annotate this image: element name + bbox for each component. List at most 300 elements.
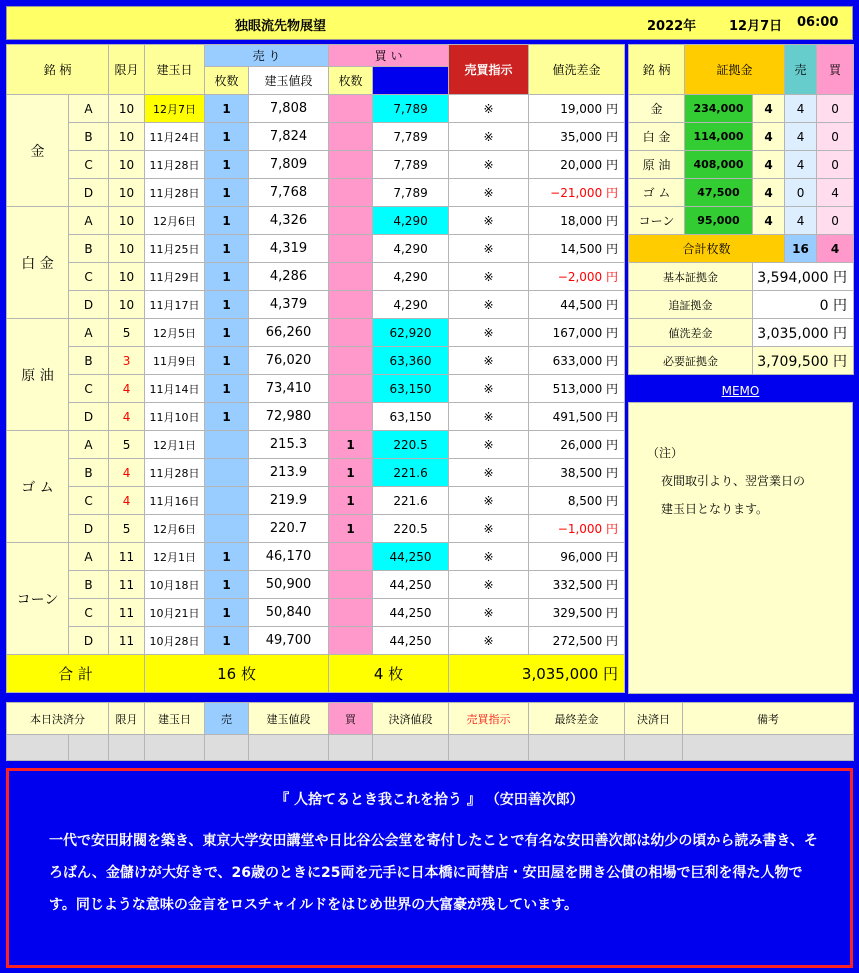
- tategyokubi-cell: 12月1日: [145, 543, 205, 571]
- margin-amount: 114,000: [685, 123, 753, 151]
- tategyokubi-cell: 12月7日: [145, 95, 205, 123]
- memo-link[interactable]: MEMO: [721, 384, 760, 398]
- tate-nedan-cell: 73,410: [249, 375, 329, 403]
- gengetsu-cell: 10: [109, 95, 145, 123]
- page-title: 独眼流先物展望: [235, 19, 327, 34]
- kai-maisu-cell: 1: [329, 515, 373, 543]
- settle-empty-cell: [373, 735, 449, 761]
- kai-maisu-cell: 1: [329, 459, 373, 487]
- baibai-shiji-cell: ※: [449, 459, 529, 487]
- nearai-sakin-cell: −21,000 円: [529, 179, 625, 207]
- nearai-sakin-cell: 20,000 円: [529, 151, 625, 179]
- owarine-cell: 4,290: [373, 235, 449, 263]
- owarine-cell: 221.6: [373, 459, 449, 487]
- nearai-sakin-cell: 332,500 円: [529, 571, 625, 599]
- baibai-shiji-cell: ※: [449, 431, 529, 459]
- contract-key: D: [69, 515, 109, 543]
- margin-summary-row: [629, 319, 854, 347]
- table-row: [7, 375, 625, 403]
- group-name: 原 油: [7, 319, 69, 431]
- header-nearai-sakin: 値洗差金: [529, 45, 625, 95]
- kai-maisu-cell: [329, 95, 373, 123]
- owarine-cell: 7,789: [373, 95, 449, 123]
- settle-header-2: 建玉日: [145, 703, 205, 735]
- nearai-sakin-cell: 8,500 円: [529, 487, 625, 515]
- side-header-meigara: 銘 柄: [629, 45, 685, 95]
- settle-empty-cell: [109, 735, 145, 761]
- uri-maisu-cell: 1: [205, 263, 249, 291]
- tategyokubi-cell: 12月6日: [145, 207, 205, 235]
- table-row: [7, 459, 625, 487]
- margin-table: [628, 44, 854, 375]
- contract-key: A: [69, 207, 109, 235]
- tategyokubi-cell: 11月10日: [145, 403, 205, 431]
- tategyokubi-cell: 11月9日: [145, 347, 205, 375]
- baibai-shiji-cell: ※: [449, 599, 529, 627]
- contract-key: C: [69, 263, 109, 291]
- settle-header-8: 最終差金: [529, 703, 625, 735]
- header-kai-maisu: 枚数: [329, 67, 373, 95]
- uri-maisu-cell: 1: [205, 151, 249, 179]
- margin-uri: 4: [785, 95, 817, 123]
- owarine-cell: 7,789: [373, 151, 449, 179]
- quote-title: 『 人捨てるとき我これを拾う 』 （安田善次郎）: [275, 792, 584, 808]
- settle-header-9: 決済日: [625, 703, 683, 735]
- settle-header-3: 売: [205, 703, 249, 735]
- owarine-cell: 7,789: [373, 179, 449, 207]
- baibai-shiji-cell: ※: [449, 543, 529, 571]
- baibai-shiji-cell: ※: [449, 319, 529, 347]
- owarine-cell: 63,360: [373, 347, 449, 375]
- gengetsu-cell: 11: [109, 627, 145, 655]
- total-kai: 4 枚: [329, 655, 449, 693]
- gengetsu-cell: 3: [109, 347, 145, 375]
- margin-row: [629, 151, 854, 179]
- baibai-shiji-cell: ※: [449, 375, 529, 403]
- tategyokubi-cell: 11月28日: [145, 179, 205, 207]
- owarine-cell: 63,150: [373, 375, 449, 403]
- table-row: [7, 403, 625, 431]
- uri-maisu-cell: 1: [205, 207, 249, 235]
- table-row: [7, 431, 625, 459]
- owarine-cell: 62,920: [373, 319, 449, 347]
- nearai-sakin-cell: 38,500 円: [529, 459, 625, 487]
- margin-kai: 0: [817, 95, 854, 123]
- uri-maisu-cell: [205, 487, 249, 515]
- table-row: [7, 599, 625, 627]
- gengetsu-cell: 5: [109, 431, 145, 459]
- baibai-shiji-cell: ※: [449, 95, 529, 123]
- tate-nedan-cell: 4,379: [249, 291, 329, 319]
- margin-name: コーン: [629, 207, 685, 235]
- gengetsu-cell: 10: [109, 235, 145, 263]
- table-row: [7, 263, 625, 291]
- contract-key: D: [69, 291, 109, 319]
- gengetsu-cell: 11: [109, 599, 145, 627]
- table-row: [7, 179, 625, 207]
- margin-name: 金: [629, 95, 685, 123]
- uri-maisu-cell: 1: [205, 179, 249, 207]
- owarine-cell: 44,250: [373, 627, 449, 655]
- kai-maisu-cell: 1: [329, 487, 373, 515]
- contract-key: A: [69, 319, 109, 347]
- baibai-shiji-cell: ※: [449, 291, 529, 319]
- tategyokubi-cell: 10月18日: [145, 571, 205, 599]
- nearai-sakin-cell: 14,500 円: [529, 235, 625, 263]
- table-row: [7, 235, 625, 263]
- gengetsu-cell: 10: [109, 263, 145, 291]
- tate-nedan-cell: 4,286: [249, 263, 329, 291]
- baibai-shiji-cell: ※: [449, 487, 529, 515]
- tate-nedan-cell: 76,020: [249, 347, 329, 375]
- tategyokubi-cell: 11月16日: [145, 487, 205, 515]
- gengetsu-cell: 5: [109, 515, 145, 543]
- baibai-shiji-cell: ※: [449, 571, 529, 599]
- tate-nedan-cell: 72,980: [249, 403, 329, 431]
- uri-maisu-cell: 1: [205, 375, 249, 403]
- owarine-cell: 4,290: [373, 291, 449, 319]
- margin-uri: 4: [785, 207, 817, 235]
- margin-kai: 0: [817, 207, 854, 235]
- margin-amount: 234,000: [685, 95, 753, 123]
- quote-body: 一代で安田財閥を築き、東京大学安田講堂や日比谷公会堂を寄付したことで有名な安田善次郎は幼少の頃から読み書き、そろばん、金儲けが大好きで、26歳のときに25両を元手に日本橋に両替店・安田屋を開き公債の相場で巨利を得た人物です。同じような意味の金言をロスチャイルドをはじめ世界の大富豪が残しています。: [49, 833, 818, 913]
- contract-key: A: [69, 95, 109, 123]
- header-kai: 買 い: [329, 45, 449, 67]
- nearai-sakin-cell: 35,000 円: [529, 123, 625, 151]
- tategyokubi-cell: 11月28日: [145, 459, 205, 487]
- tate-nedan-cell: 213.9: [249, 459, 329, 487]
- tategyokubi-cell: 11月14日: [145, 375, 205, 403]
- header-uri-maisu: 枚数: [205, 67, 249, 95]
- kai-maisu-cell: [329, 571, 373, 599]
- table-row: [7, 347, 625, 375]
- uri-maisu-cell: 1: [205, 123, 249, 151]
- side-header-shokokin: 証拠金: [685, 45, 785, 95]
- summary-value: 3,035,000 円: [753, 319, 854, 347]
- nearai-sakin-cell: 491,500 円: [529, 403, 625, 431]
- contract-key: B: [69, 571, 109, 599]
- settle-header-10: 備考: [683, 703, 854, 735]
- margin-row: [629, 95, 854, 123]
- tate-nedan-cell: 4,326: [249, 207, 329, 235]
- side-header-kai: 買: [817, 45, 854, 95]
- uri-maisu-cell: 1: [205, 403, 249, 431]
- settle-empty-cell: [7, 735, 69, 761]
- title-bar: [6, 6, 853, 40]
- uri-maisu-cell: 1: [205, 627, 249, 655]
- kai-maisu-cell: [329, 123, 373, 151]
- tategyokubi-cell: 12月6日: [145, 515, 205, 543]
- header-tategyokubi: 建玉日: [145, 45, 205, 95]
- gengetsu-cell: 5: [109, 319, 145, 347]
- settle-empty-cell: [683, 735, 854, 761]
- header-tate-nedan: 建玉値段: [249, 67, 329, 95]
- uri-maisu-cell: 1: [205, 319, 249, 347]
- tate-nedan-cell: 49,700: [249, 627, 329, 655]
- settle-header-5: 買: [329, 703, 373, 735]
- header-uri: 売 り: [205, 45, 329, 67]
- kai-maisu-cell: 1: [329, 431, 373, 459]
- tategyokubi-cell: 11月29日: [145, 263, 205, 291]
- nearai-sakin-cell: 96,000 円: [529, 543, 625, 571]
- baibai-shiji-cell: ※: [449, 403, 529, 431]
- tate-nedan-cell: 7,824: [249, 123, 329, 151]
- margin-kai: 0: [817, 123, 854, 151]
- total-label: 合 計: [7, 655, 145, 693]
- contract-key: A: [69, 431, 109, 459]
- baibai-shiji-cell: ※: [449, 179, 529, 207]
- total-uri: 16 枚: [145, 655, 329, 693]
- summary-value: 0 円: [753, 291, 854, 319]
- gengetsu-cell: 10: [109, 207, 145, 235]
- uri-maisu-cell: 1: [205, 235, 249, 263]
- margin-name: ゴ ム: [629, 179, 685, 207]
- contract-key: C: [69, 599, 109, 627]
- tate-nedan-cell: 4,319: [249, 235, 329, 263]
- settle-header-6: 決済値段: [373, 703, 449, 735]
- tate-nedan-cell: 7,809: [249, 151, 329, 179]
- settle-header-1: 限月: [109, 703, 145, 735]
- uri-maisu-cell: 1: [205, 347, 249, 375]
- tategyokubi-cell: 11月24日: [145, 123, 205, 151]
- owarine-cell: 4,290: [373, 207, 449, 235]
- quote-box: [6, 768, 853, 968]
- header-gengetsu: 限月: [109, 45, 145, 95]
- tate-nedan-cell: 7,808: [249, 95, 329, 123]
- baibai-shiji-cell: ※: [449, 347, 529, 375]
- kai-maisu-cell: [329, 291, 373, 319]
- baibai-shiji-cell: ※: [449, 627, 529, 655]
- margin-row: [629, 207, 854, 235]
- summary-label: 必要証拠金: [629, 347, 753, 375]
- nearai-sakin-cell: −1,000 円: [529, 515, 625, 543]
- gengetsu-cell: 10: [109, 179, 145, 207]
- tategyokubi-cell: 10月28日: [145, 627, 205, 655]
- kai-maisu-cell: [329, 627, 373, 655]
- table-row: [7, 515, 625, 543]
- table-row: [7, 319, 625, 347]
- summary-value: 3,709,500 円: [753, 347, 854, 375]
- positions-table: [6, 44, 625, 693]
- summary-label: 値洗差金: [629, 319, 753, 347]
- margin-uri: 4: [785, 151, 817, 179]
- tate-nedan-cell: 7,768: [249, 179, 329, 207]
- kai-maisu-cell: [329, 403, 373, 431]
- kai-maisu-cell: [329, 235, 373, 263]
- nearai-sakin-cell: 329,500 円: [529, 599, 625, 627]
- tate-nedan-cell: 46,170: [249, 543, 329, 571]
- settle-empty-cell: [625, 735, 683, 761]
- tategyokubi-cell: 10月21日: [145, 599, 205, 627]
- margin-kai: 4: [817, 179, 854, 207]
- table-row: [7, 207, 625, 235]
- kai-maisu-cell: [329, 599, 373, 627]
- gengetsu-cell: 11: [109, 543, 145, 571]
- margin-row: [629, 123, 854, 151]
- contract-key: B: [69, 459, 109, 487]
- uri-maisu-cell: 1: [205, 291, 249, 319]
- margin-mult: 4: [753, 123, 785, 151]
- owarine-cell: 220.5: [373, 431, 449, 459]
- tate-nedan-cell: 66,260: [249, 319, 329, 347]
- tate-nedan-cell: 219.9: [249, 487, 329, 515]
- kai-maisu-cell: [329, 179, 373, 207]
- side-total-uri: 16: [785, 235, 817, 263]
- header-year: 2022年: [647, 19, 697, 34]
- table-row: [7, 543, 625, 571]
- table-row: [7, 95, 625, 123]
- owarine-cell: 220.5: [373, 515, 449, 543]
- memo-line-1: 夜間取引より、翌営業日の: [661, 474, 806, 488]
- group-name: ゴ ム: [7, 431, 69, 543]
- uri-maisu-cell: [205, 459, 249, 487]
- table-row: [7, 123, 625, 151]
- settle-empty-cell: [249, 735, 329, 761]
- side-total-kai: 4: [817, 235, 854, 263]
- margin-summary-row: [629, 291, 854, 319]
- settle-empty-cell: [69, 735, 109, 761]
- kai-maisu-cell: [329, 347, 373, 375]
- kai-maisu-cell: [329, 263, 373, 291]
- nearai-sakin-cell: 513,000 円: [529, 375, 625, 403]
- gengetsu-cell: 10: [109, 291, 145, 319]
- margin-mult: 4: [753, 151, 785, 179]
- baibai-shiji-cell: ※: [449, 151, 529, 179]
- margin-summary-row: [629, 347, 854, 375]
- table-row: [7, 627, 625, 655]
- margin-amount: 95,000: [685, 207, 753, 235]
- group-name: コーン: [7, 543, 69, 655]
- table-row: [7, 151, 625, 179]
- gengetsu-cell: 4: [109, 459, 145, 487]
- owarine-cell: 221.6: [373, 487, 449, 515]
- settle-empty-cell: [529, 735, 625, 761]
- tategyokubi-cell: 11月25日: [145, 235, 205, 263]
- kai-maisu-cell: [329, 375, 373, 403]
- margin-name: 白 金: [629, 123, 685, 151]
- baibai-shiji-cell: ※: [449, 207, 529, 235]
- margin-amount: 47,500: [685, 179, 753, 207]
- uri-maisu-cell: [205, 515, 249, 543]
- margin-mult: 4: [753, 179, 785, 207]
- settlement-table: [6, 702, 854, 761]
- nearai-sakin-cell: 26,000 円: [529, 431, 625, 459]
- contract-key: A: [69, 543, 109, 571]
- tate-nedan-cell: 50,840: [249, 599, 329, 627]
- owarine-cell: 44,250: [373, 599, 449, 627]
- baibai-shiji-button[interactable]: 売買指示: [449, 45, 529, 95]
- margin-summary-row: [629, 263, 854, 291]
- nearai-sakin-cell: 19,000 円: [529, 95, 625, 123]
- baibai-shiji-cell: ※: [449, 235, 529, 263]
- margin-mult: 4: [753, 95, 785, 123]
- uri-maisu-cell: [205, 431, 249, 459]
- nearai-sakin-cell: 633,000 円: [529, 347, 625, 375]
- margin-amount: 408,000: [685, 151, 753, 179]
- contract-key: B: [69, 235, 109, 263]
- contract-key: B: [69, 123, 109, 151]
- settle-empty-cell: [145, 735, 205, 761]
- header-time: 06:00: [797, 15, 839, 30]
- gengetsu-cell: 11: [109, 571, 145, 599]
- tategyokubi-cell: 12月1日: [145, 431, 205, 459]
- header-meigara: 銘 柄: [7, 45, 109, 95]
- gengetsu-cell: 4: [109, 487, 145, 515]
- kai-maisu-cell: [329, 207, 373, 235]
- contract-key: D: [69, 403, 109, 431]
- nearai-sakin-cell: 272,500 円: [529, 627, 625, 655]
- tate-nedan-cell: 215.3: [249, 431, 329, 459]
- group-name: 白 金: [7, 207, 69, 319]
- settle-header-4: 建玉値段: [249, 703, 329, 735]
- baibai-shiji-cell: ※: [449, 123, 529, 151]
- header-date: 12月7日: [729, 19, 783, 34]
- margin-row: [629, 179, 854, 207]
- nearai-sakin-cell: 167,000 円: [529, 319, 625, 347]
- side-total-label: 合計枚数: [629, 235, 785, 263]
- nearai-sakin-cell: 44,500 円: [529, 291, 625, 319]
- contract-key: C: [69, 151, 109, 179]
- tategyokubi-cell: 12月5日: [145, 319, 205, 347]
- margin-mult: 4: [753, 207, 785, 235]
- settle-empty-cell: [449, 735, 529, 761]
- margin-uri: 0: [785, 179, 817, 207]
- nearai-sakin-cell: −2,000 円: [529, 263, 625, 291]
- owarine-cell: 7,789: [373, 123, 449, 151]
- table-row: [7, 571, 625, 599]
- group-name: 金: [7, 95, 69, 207]
- owarine-cell: 63,150: [373, 403, 449, 431]
- summary-label: 基本証拠金: [629, 263, 753, 291]
- tategyokubi-cell: 11月28日: [145, 151, 205, 179]
- memo-note: （注）: [647, 446, 684, 460]
- baibai-shiji-cell: ※: [449, 263, 529, 291]
- baibai-shiji-cell: ※: [449, 515, 529, 543]
- settle-empty-cell: [329, 735, 373, 761]
- tategyokubi-cell: 11月17日: [145, 291, 205, 319]
- margin-kai: 0: [817, 151, 854, 179]
- summary-label: 追証拠金: [629, 291, 753, 319]
- owarine-cell: 4,290: [373, 263, 449, 291]
- settle-header-7: 売買指示: [449, 703, 529, 735]
- kai-maisu-cell: [329, 543, 373, 571]
- summary-value: 3,594,000 円: [753, 263, 854, 291]
- table-row: [7, 291, 625, 319]
- contract-key: C: [69, 375, 109, 403]
- contract-key: C: [69, 487, 109, 515]
- kai-maisu-cell: [329, 319, 373, 347]
- uri-maisu-cell: 1: [205, 571, 249, 599]
- contract-key: D: [69, 179, 109, 207]
- total-row: [7, 655, 625, 693]
- margin-name: 原 油: [629, 151, 685, 179]
- memo-box: [628, 402, 853, 694]
- table-row: [7, 487, 625, 515]
- uri-maisu-cell: 1: [205, 543, 249, 571]
- memo-line-2: 建玉日となります。: [661, 502, 769, 516]
- gengetsu-cell: 4: [109, 403, 145, 431]
- gengetsu-cell: 4: [109, 375, 145, 403]
- side-header-uri: 売: [785, 45, 817, 95]
- total-sakin: 3,035,000 円: [449, 655, 625, 693]
- tate-nedan-cell: 220.7: [249, 515, 329, 543]
- contract-key: B: [69, 347, 109, 375]
- nearai-sakin-cell: 18,000 円: [529, 207, 625, 235]
- margin-uri: 4: [785, 123, 817, 151]
- settle-empty-cell: [205, 735, 249, 761]
- owarine-cell: 44,250: [373, 571, 449, 599]
- kai-maisu-cell: [329, 151, 373, 179]
